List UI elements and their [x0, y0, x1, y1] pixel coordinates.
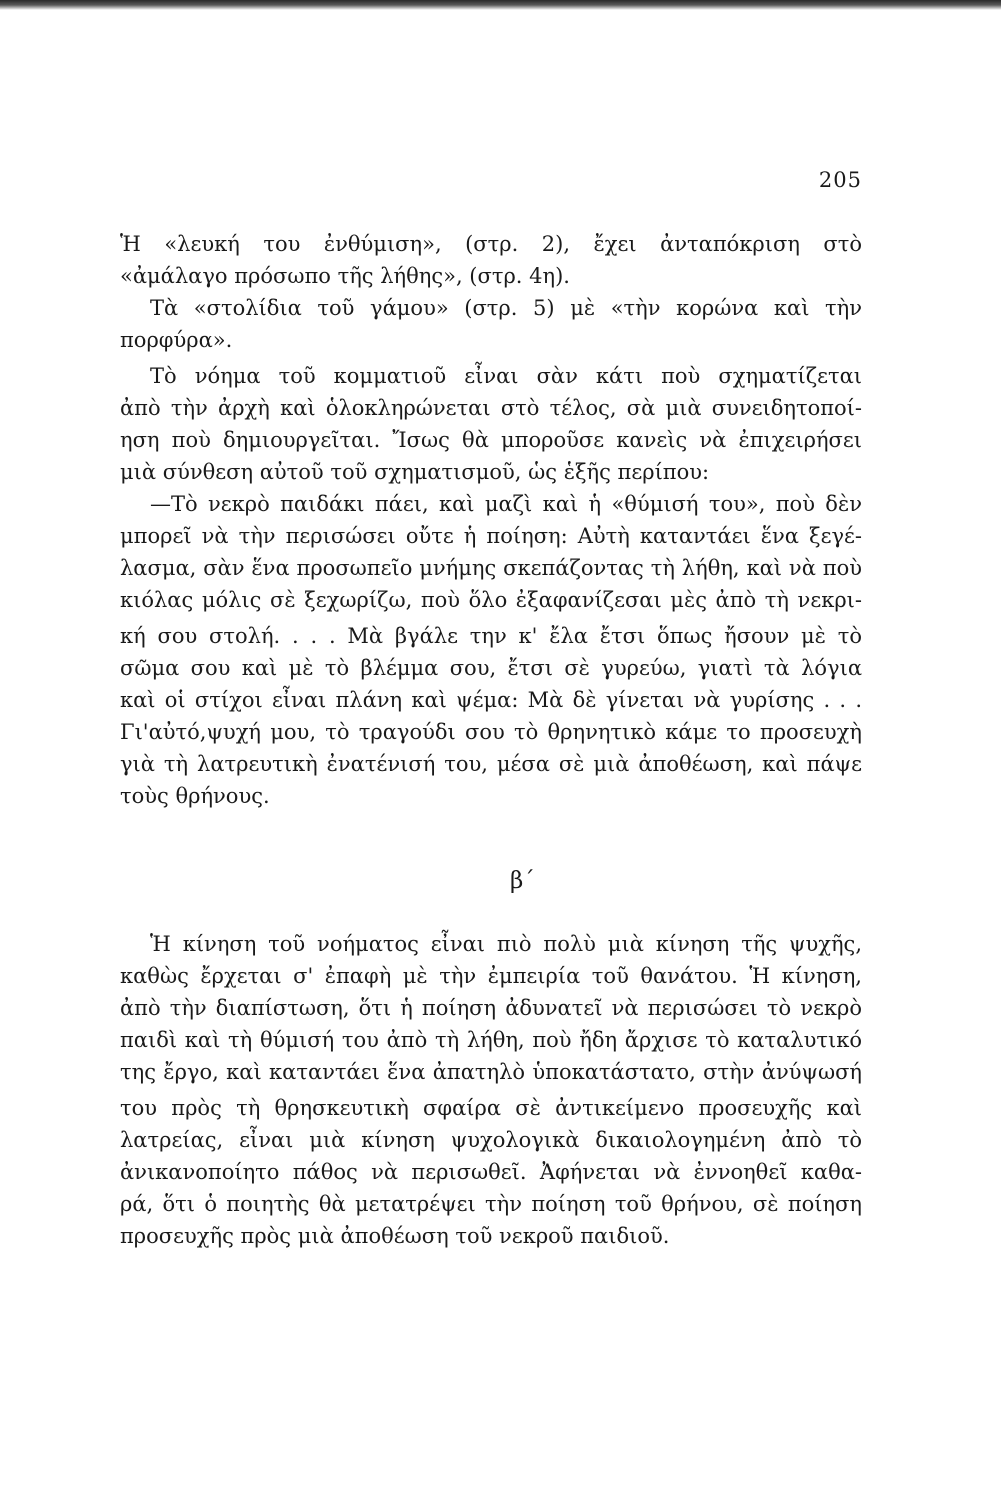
text-line: Γι'αὐτό,ψυχή μου, τὸ τραγούδι σου τὸ θρηνητικὸ κάμε το προσευχὴ	[120, 720, 862, 744]
text-line: κιόλας μόλις σὲ ξεχωρίζω, ποὺ ὅλο ἐξαφανίζεσαι μὲς ἀπὸ τὴ νεκρι-	[120, 588, 862, 612]
text-line: ηση ποὺ δημιουργεῖται. Ἴσως θὰ μποροῦσε κανεὶς νὰ ἐπιχειρήσει	[120, 428, 862, 452]
text-line: γιὰ τὴ λατρευτικὴ ἐνατένισή του, μέσα σὲ μιὰ ἀποθέωση, καὶ πάψε	[120, 752, 862, 776]
text-line: ἀπὸ τὴν ἀρχὴ καὶ ὁλοκληρώνεται στὸ τέλος, σὰ μιὰ συνειδητοποί-	[120, 396, 862, 420]
text-line: ἀπὸ τὴν διαπίστωση, ὅτι ἡ ποίηση ἀδυνατεῖ νὰ περισώσει τὸ νεκρὸ	[120, 996, 862, 1020]
text-line: κή σου στολή. . . . Μὰ βγάλε την κ' ἔλα ἔτσι ὅπως ἤσουν μὲ τὸ	[120, 624, 862, 648]
text-line: καὶ οἱ στίχοι εἶναι πλάνη καὶ ψέμα: Μὰ δὲ γίνεται νὰ γυρίσης . . .	[120, 688, 862, 712]
text-line: ρά, ὅτι ὁ ποιητὴς θὰ μετατρέψει τὴν ποίηση τοῦ θρήνου, σὲ ποίηση	[120, 1192, 862, 1216]
page-number: 205	[818, 168, 862, 192]
text-line: του πρὸς τὴ θρησκευτικὴ σφαίρα σὲ ἀντικείμενο προσευχῆς καὶ	[120, 1096, 862, 1120]
text-line: Ἡ κίνηση τοῦ νοήματος εἶναι πιὸ πολὺ μιὰ κίνηση τῆς ψυχῆς,	[150, 932, 862, 956]
text-line: της ἔργο, καὶ καταντάει ἕνα ἀπατηλὸ ὑποκατάστατο, στὴν ἀνύψωσή	[120, 1060, 862, 1084]
text-line: πορφύρα».	[120, 328, 233, 352]
text-line: ἀνικανοποίητο πάθος νὰ περισωθεῖ. Ἀφήνεται νὰ ἐννοηθεῖ καθα-	[120, 1160, 862, 1184]
section-marker: β΄	[510, 868, 535, 894]
text-line: τοὺς θρήνους.	[120, 784, 270, 808]
text-line: Τὸ νόημα τοῦ κομματιοῦ εἶναι σὰν κάτι ποὺ σχηματίζεται	[150, 364, 862, 388]
text-line: μπορεῖ νὰ τὴν περισώσει οὔτε ἡ ποίηση: Αὐτὴ καταντάει ἕνα ξεγέ-	[120, 524, 862, 548]
text-line: καθὼς ἔρχεται σ' ἐπαφὴ μὲ τὴν ἐμπειρία τοῦ θανάτου. Ἡ κίνηση,	[120, 964, 862, 988]
text-line: σῶμα σου καὶ μὲ τὸ βλέμμα σου, ἔτσι σὲ γυρεύω, γιατὶ τὰ λόγια	[120, 656, 862, 680]
text-line: παιδὶ καὶ τὴ θύμισή του ἀπὸ τὴ λήθη, ποὺ ἤδη ἄρχισε τὸ καταλυτικό	[120, 1028, 862, 1052]
text-line: —Τὸ νεκρὸ παιδάκι πάει, καὶ μαζὶ καὶ ἡ «θύμισή του», ποὺ δὲν	[150, 492, 862, 516]
text-line: προσευχῆς πρὸς μιὰ ἀποθέωση τοῦ νεκροῦ παιδιοῦ.	[120, 1224, 670, 1248]
text-line: Ἡ «λευκή του ἐνθύμιση», (στρ. 2), ἔχει ἀνταπόκριση στὸ	[120, 232, 862, 256]
text-line: λατρείας, εἶναι μιὰ κίνηση ψυχολογικὰ δικαιολογημένη ἀπὸ τὸ	[120, 1128, 862, 1152]
text-line: λασμα, σὰν ἕνα προσωπεῖο μνήμης σκεπάζοντας τὴ λήθη, καὶ νὰ ποὺ	[120, 556, 862, 580]
text-line: μιὰ σύνθεση αὐτοῦ τοῦ σχηματισμοῦ, ὡς ἑξῆς περίπου:	[120, 460, 710, 484]
text-line: Τὰ «στολίδια τοῦ γάμου» (στρ. 5) μὲ «τὴν κορώνα καὶ τὴν	[150, 296, 862, 320]
text-line: «ἀμάλαγο πρόσωπο τῆς λήθης», (στρ. 4η).	[120, 264, 570, 288]
scan-top-edge	[0, 0, 1001, 10]
